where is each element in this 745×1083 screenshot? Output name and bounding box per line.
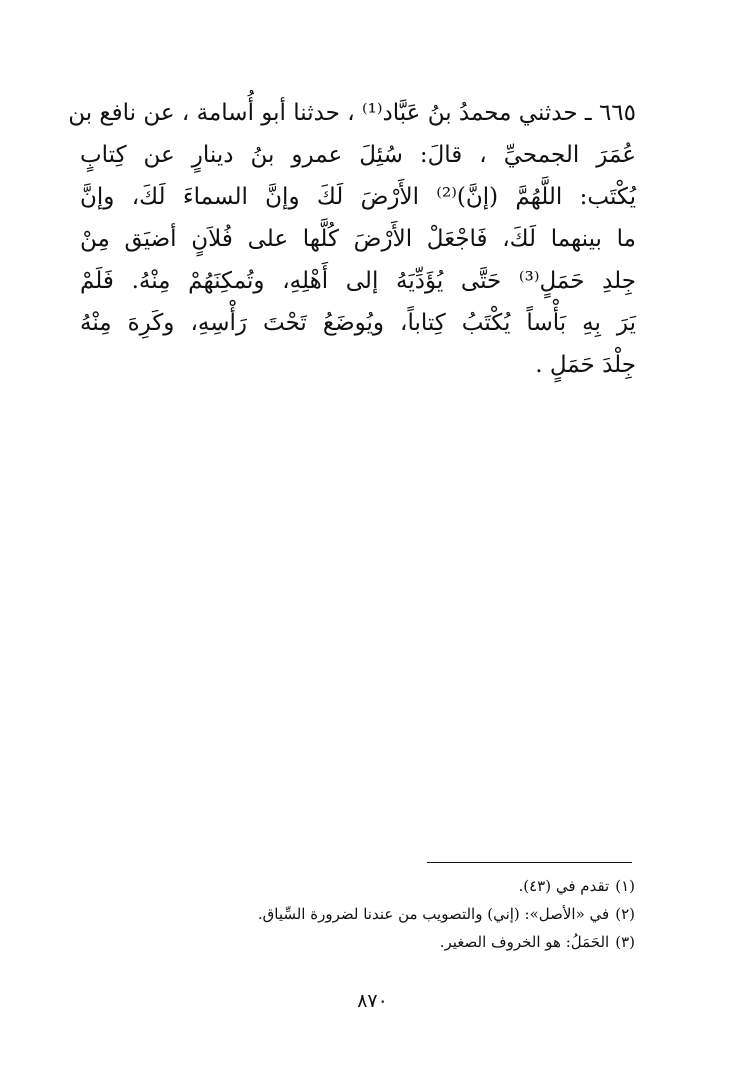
text-line-3: يُكْتَب: اللَّهُمَّ (إنَّ)⁽²⁾ الأَرْضَ لَكَ وإنَّ السماءَ لَكَ، وإنَّ xyxy=(80,184,636,210)
footnote-text: في «الأصل»: (إني) والتصويب من عندنا لضرورة السِّياق. xyxy=(257,905,610,923)
text-line-7: جِلْدَ حَمَلٍ . xyxy=(535,352,636,378)
footnote-marker: (٣) xyxy=(615,933,635,951)
footnote-text: الحَمَلُ: هو الخروف الصغير. xyxy=(439,933,610,951)
page-number: ٨٧٠ xyxy=(357,990,388,1012)
text-line-1: ٦٦٥ ـ حدثني محمدُ بنُ عَبَّاد⁽¹⁾ ، حدثنا أبو أُسامة ، عن نافع بن xyxy=(68,100,636,126)
text-line-6: يَرَ بِهِ بَأْساً يُكْتَبُ كِتاباً، ويُوضَعُ تَحْتَ رَأْسِهِ، وكَرِهَ مِنْهُ xyxy=(80,310,636,336)
footnotes xyxy=(190,872,635,956)
footnote-text: تقدم في (٤٣). xyxy=(518,877,610,895)
footnote-marker: (١) xyxy=(615,877,635,895)
footnote-3 xyxy=(190,928,635,956)
footnote-divider xyxy=(427,862,632,863)
text-line-2: عُمَرَ الجمحيِّ ، قالَ: سُئِلَ عمرو بنُ دينارٍ عن كِتابٍ xyxy=(80,142,636,168)
text-line-5: جِلدِ حَمَلٍ⁽³⁾ حَتَّى يُؤَدِّيَهُ إلى أَهْلِهِ، وتُمكِنَهُمْ مِنْهُ. فَلَمْ xyxy=(80,268,636,294)
hadith-text xyxy=(68,92,636,386)
footnote-marker: (٢) xyxy=(615,905,635,923)
footnote-2 xyxy=(190,900,635,928)
footnote-1 xyxy=(190,872,635,900)
text-line-4: ما بينهما لَكَ، فَاجْعَلْ الأَرْضَ كُلَّها على فُلاَنٍ أضيَق مِنْ xyxy=(80,226,636,252)
